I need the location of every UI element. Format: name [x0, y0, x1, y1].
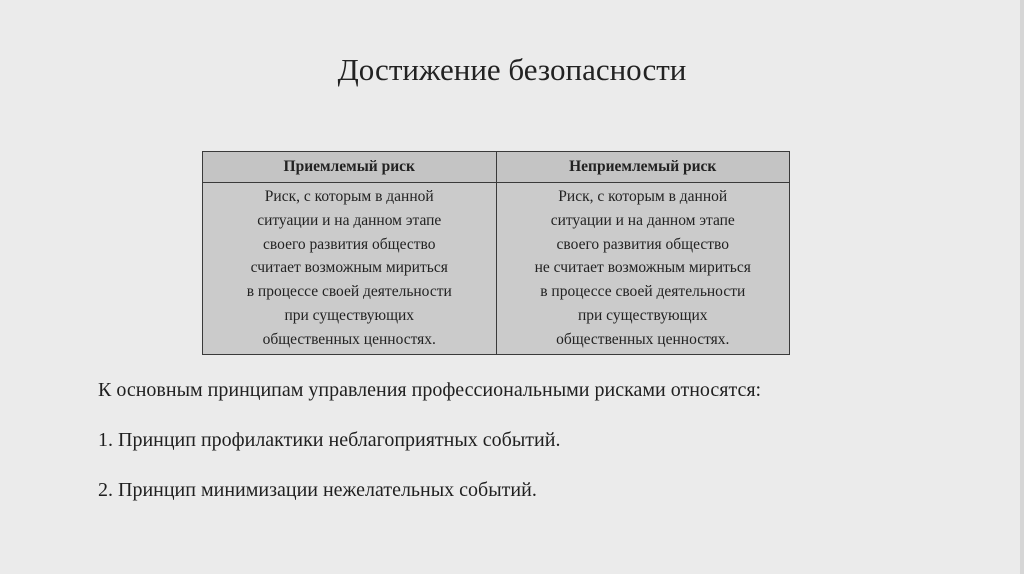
header-acceptable-risk: Приемлемый риск — [203, 152, 497, 183]
risk-comparison-table — [202, 151, 790, 355]
table-header-row — [203, 152, 790, 183]
principle-item: 1. Принцип профилактики неблагоприятных событий. — [98, 429, 561, 451]
table-row — [203, 183, 790, 355]
acceptable-risk-definition: Риск, с которым в данной ситуации и на данном этапе своего развития общество считает возможным мириться в процессе своей деятельности при существующих общественных ценностях. — [203, 183, 497, 355]
header-unacceptable-risk: Неприемлемый риск — [496, 152, 790, 183]
unacceptable-risk-definition: Риск, с которым в данной ситуации и на данном этапе своего развития общество не считает возможным мириться в процессе своей деятельности при существующих общественных ценностях. — [496, 183, 790, 355]
principles-block — [98, 377, 998, 503]
principles-intro: К основным принципам управления профессиональными рисками относятся: — [98, 379, 762, 401]
slide-title: Достижение безопасности — [337, 52, 687, 87]
principle-item: 2. Принцип минимизации нежелательных событий. — [98, 479, 537, 501]
